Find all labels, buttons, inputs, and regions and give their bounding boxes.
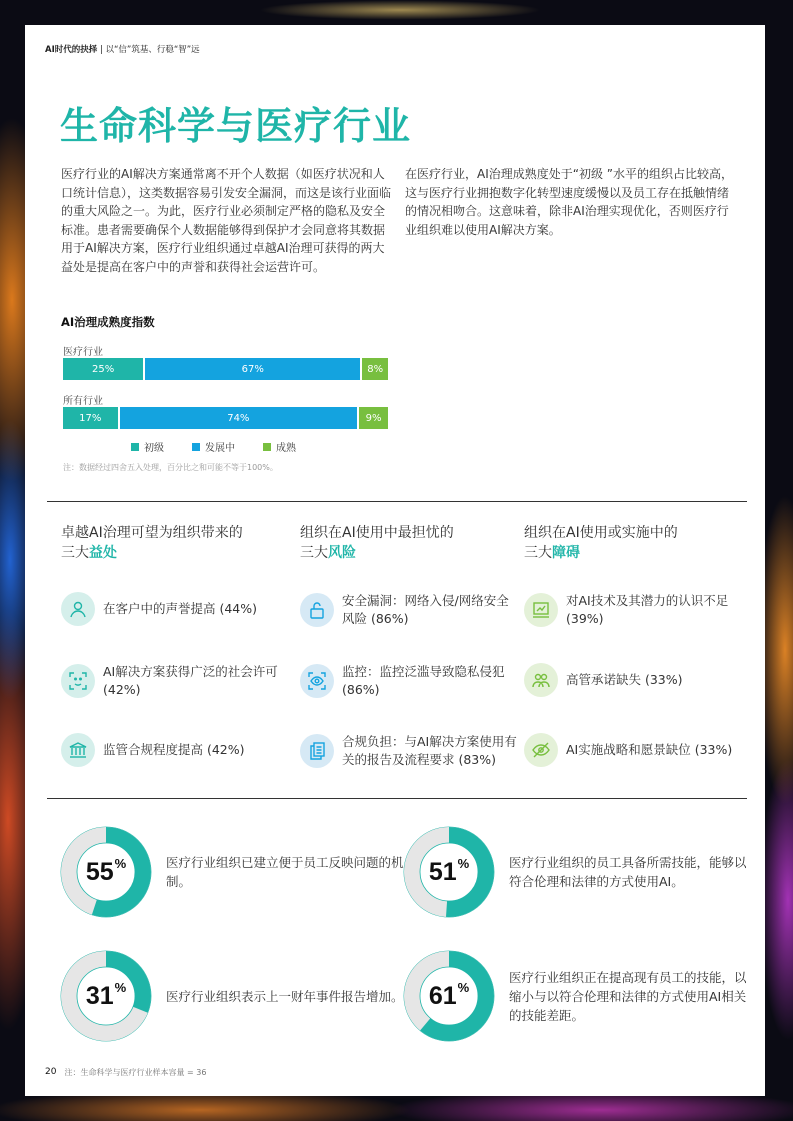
stat-unit: % — [457, 856, 470, 871]
legend-item — [192, 439, 235, 454]
donut-chart — [60, 826, 152, 918]
report-page — [25, 25, 765, 1096]
page-number: 20 — [45, 1067, 57, 1077]
header-separator: | — [99, 45, 103, 55]
legend-item — [131, 439, 164, 454]
risk-text: 合规负担：与AI解决方案使用有关的报告及流程要求 (83%) — [342, 734, 517, 767]
bar-segment: 67% — [145, 358, 360, 380]
stat-unit: % — [114, 856, 127, 871]
legend-label: 成熟 — [276, 443, 296, 454]
donut-chart — [60, 950, 152, 1042]
legend-swatch — [192, 443, 200, 451]
risks-heading-line1: 组织在AI使用中最担忧的 — [300, 525, 454, 541]
page-title: 生命科学与医疗行业 — [60, 104, 412, 148]
intro-left: 医疗行业的AI解决方案通常离不开个人数据（如医疗状况和人口统计信息），这类数据容易引发安全漏洞，而这是该行业面临的重大风险之一。为此，医疗行业必须制定严格的隐私及安全标准。患者需要确保个人数据能够得到保护才会同意将其数据用于AI解决方案，医疗行业组织通过卓越AI治理可获得的两大益处是提高在客户中的声誉和获得社会运营许可。 — [61, 167, 392, 274]
legend-label: 发展中 — [205, 443, 235, 454]
benefit-text: AI解决方案获得广泛的社会许可 (42%) — [103, 664, 278, 697]
screen-icon — [524, 593, 558, 627]
stat-text: 医疗行业组织正在提高现有员工的技能，以缩小与以符合伦理和法律的方式使用AI相关的技能差距。 — [509, 969, 747, 1023]
people-icon — [524, 663, 558, 697]
legend-swatch — [131, 443, 139, 451]
barrier-item — [524, 592, 744, 628]
barriers-heading — [524, 523, 678, 563]
documents-icon — [300, 734, 334, 768]
risk-text: 安全漏洞：网络入侵/网络安全风险 (86%) — [342, 593, 509, 626]
stat-number: 51 — [428, 857, 457, 886]
lock-icon — [300, 593, 334, 627]
stat-text: 医疗行业组织的员工具备所需技能，能够以符合伦理和法律的方式使用AI。 — [509, 855, 747, 889]
bar-label-all: 所有行业 — [63, 396, 103, 407]
footer-note: 注：生命科学与医疗行业样本容量 = 36 — [64, 1068, 207, 1077]
barrier-text: 对AI技术及其潜力的认识不足 (39%) — [566, 593, 729, 626]
barrier-text: 高管承诺缺失 (33%) — [566, 672, 683, 687]
stat-block — [403, 950, 749, 1042]
eye-slash-icon — [524, 733, 558, 767]
risks-heading — [300, 523, 454, 563]
page-footer — [45, 1067, 206, 1078]
person-icon — [61, 592, 95, 626]
benefits-heading-line1: 卓越AI治理可望为组织带来的 — [61, 525, 243, 541]
risks-heading-accent: 风险 — [328, 545, 356, 561]
bar-label-healthcare: 医疗行业 — [63, 347, 103, 358]
benefit-item — [61, 592, 281, 626]
barrier-item — [524, 663, 744, 697]
benefits-heading-accent: 益处 — [89, 545, 117, 561]
bar-segment: 74% — [120, 407, 358, 429]
barriers-heading-line1: 组织在AI使用或实施中的 — [524, 525, 678, 541]
barriers-heading-accent: 障碍 — [552, 545, 580, 561]
chart-title: AI治理成熟度指数 — [61, 315, 155, 329]
bar-segment: 8% — [362, 358, 388, 380]
chart-legend — [131, 439, 296, 454]
donut-chart — [403, 950, 495, 1042]
intro-right: 在医疗行业，AI治理成熟度处于“初级 ”水平的组织占比较高，这与医疗行业拥抱数字化转型速度缓慢以及员工存在抵触情绪的情况相吻合。这意味着，除非AI治理实现优化，否则医疗行业组织难以使用AI解决方案。 — [405, 167, 733, 237]
legend-label: 初级 — [144, 443, 164, 454]
risks-heading-prefix: 三大 — [300, 545, 328, 561]
institution-icon — [61, 733, 95, 767]
risk-text: 监控：监控泛滥导致隐私侵犯 (86%) — [342, 664, 505, 697]
stat-unit: % — [457, 980, 470, 995]
stat-unit: % — [114, 980, 127, 995]
stat-number: 31 — [85, 981, 114, 1010]
header-subtitle: 以“信”筑基、行稳“智”远 — [105, 45, 200, 55]
stat-text: 医疗行业组织已建立便于员工反映问题的机制。 — [166, 855, 404, 889]
benefit-text: 在客户中的声誉提高 (44%) — [103, 601, 258, 616]
bar-segment: 25% — [63, 358, 143, 380]
benefit-item — [61, 663, 281, 699]
running-header — [45, 43, 200, 55]
stat-number: 61 — [428, 981, 457, 1010]
risk-item — [300, 592, 520, 628]
face-scan-icon — [61, 664, 95, 698]
chart-note: 注：数据经过四舍五入处理，百分比之和可能不等于100%。 — [63, 463, 278, 472]
bar-row-all — [63, 407, 388, 429]
barrier-text: AI实施战略和愿景缺位 (33%) — [566, 742, 733, 757]
bar-row-healthcare — [63, 358, 388, 380]
benefit-item — [61, 733, 281, 767]
risk-item — [300, 663, 520, 699]
stat-number: 55 — [85, 857, 114, 886]
divider-top — [47, 501, 747, 502]
barriers-heading-prefix: 三大 — [524, 545, 552, 561]
benefits-heading-prefix: 三大 — [61, 545, 89, 561]
legend-swatch — [263, 443, 271, 451]
barrier-item — [524, 733, 744, 767]
donut-chart — [403, 826, 495, 918]
legend-item — [263, 439, 296, 454]
risk-item — [300, 733, 520, 769]
benefits-heading — [61, 523, 243, 563]
stat-block — [60, 826, 406, 918]
benefit-text: 监管合规程度提高 (42%) — [103, 742, 245, 757]
stat-block — [403, 826, 749, 918]
stat-text: 医疗行业组织表示上一财年事件报告增加。 — [166, 988, 404, 1004]
header-bold: AI时代的抉择 — [45, 45, 98, 55]
stat-block — [60, 950, 406, 1042]
bar-segment: 9% — [359, 407, 388, 429]
bar-segment: 17% — [63, 407, 118, 429]
divider-bottom — [47, 798, 747, 799]
eye-scan-icon — [300, 664, 334, 698]
